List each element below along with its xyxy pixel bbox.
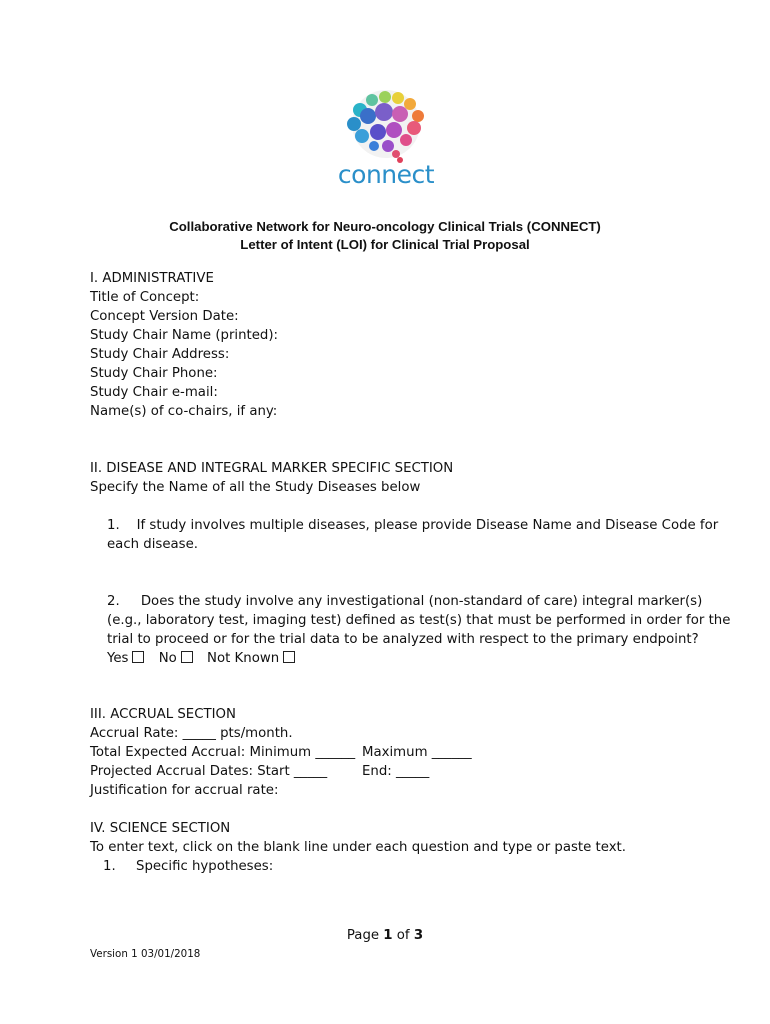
disease-heading: II. DISEASE AND INTEGRAL MARKER SPECIFIC SECTION <box>90 461 454 476</box>
science-heading: IV. SCIENCE SECTION <box>90 821 231 836</box>
total-expected-accrual-minimum: Total Expected Accrual: Minimum ______ <box>90 745 356 760</box>
science-intro: To enter text, click on the blank line under each question and type or paste text. <box>90 840 626 855</box>
projected-accrual-start: Projected Accrual Dates: Start _____ <box>90 764 328 779</box>
field-study-chair-name: Study Chair Name (printed): <box>90 328 279 343</box>
field-concept-version-date: Concept Version Date: <box>90 309 239 324</box>
integral-marker-options <box>107 649 305 668</box>
field-co-chairs: Name(s) of co-chairs, if any: <box>90 404 278 419</box>
page-of: of <box>392 928 414 943</box>
field-study-chair-email: Study Chair e-mail: <box>90 385 218 400</box>
field-study-chair-address: Study Chair Address: <box>90 347 230 362</box>
total-expected-accrual-maximum: Maximum ______ <box>362 745 472 760</box>
administrative-heading: I. ADMINISTRATIVE <box>90 271 214 286</box>
disease-question-2-line2: (e.g., laboratory test, imaging test) defined as test(s) that must be performed in order for the <box>107 613 731 628</box>
connect-logo <box>330 88 442 190</box>
science-item-1-label: Specific hypotheses: <box>136 859 274 874</box>
disease-question-2-line1: 2. Does the study involve any investigational (non-standard of care) integral marker(s) <box>107 594 703 609</box>
science-item-1-number: 1. <box>103 859 116 874</box>
disease-question-1-line1: 1. If study involves multiple diseases, please provide Disease Name and Disease Code for <box>107 518 719 533</box>
brain-logo-icon <box>330 88 442 164</box>
disease-question-1-line2: each disease. <box>107 537 199 552</box>
option-yes-checkbox[interactable] <box>132 651 144 663</box>
disease-intro: Specify the Name of all the Study Diseases below <box>90 480 421 495</box>
logo-wordmark: connect <box>337 160 435 189</box>
page-current: 1 <box>383 928 393 943</box>
disease-question-2-line3: trial to proceed or for the trial data to be analyzed with respect to the primary endpoint? <box>107 632 699 647</box>
projected-accrual-end: End: _____ <box>362 764 430 779</box>
document-title-line1: Collaborative Network for Neuro-oncology Clinical Trials (CONNECT) <box>169 219 601 234</box>
page-number <box>0 928 770 943</box>
accrual-rate: Accrual Rate: _____ pts/month. <box>90 726 293 741</box>
option-not-known-checkbox[interactable] <box>283 651 295 663</box>
version-note: Version 1 03/01/2018 <box>90 948 201 960</box>
accrual-justification: Justification for accrual rate: <box>90 783 279 798</box>
field-title-of-concept: Title of Concept: <box>90 290 200 305</box>
option-yes-label: Yes <box>107 651 129 666</box>
field-study-chair-phone: Study Chair Phone: <box>90 366 218 381</box>
option-no-checkbox[interactable] <box>181 651 193 663</box>
option-not-known-label: Not Known <box>207 651 280 666</box>
document-title-line2: Letter of Intent (LOI) for Clinical Trial Proposal <box>240 237 530 252</box>
accrual-heading: III. ACCRUAL SECTION <box>90 707 236 722</box>
option-no-label: No <box>158 651 177 666</box>
page-total: 3 <box>413 928 424 943</box>
page-prefix: Page <box>346 928 384 943</box>
